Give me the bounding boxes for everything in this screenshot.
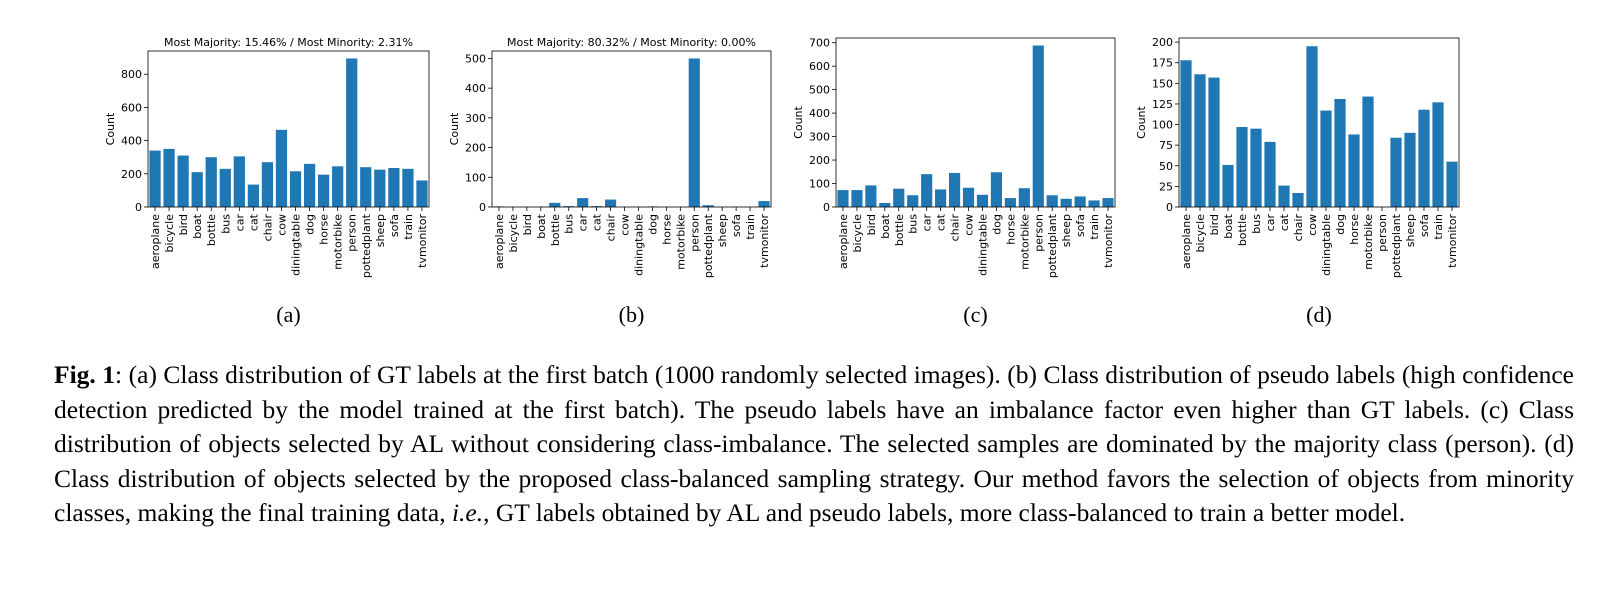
y-tick-label: 400 (121, 134, 142, 148)
bar-sofa (1075, 196, 1086, 207)
chart-title: Most Majority: 15.46% / Most Minority: 2.31% (164, 36, 413, 49)
y-axis-label: Count (1135, 106, 1148, 139)
y-tick-label: 50 (1159, 159, 1173, 173)
y-tick-label: 200 (809, 154, 830, 168)
panel-label: (a) (276, 302, 301, 327)
y-tick-label: 200 (465, 141, 486, 155)
bar-sheep (374, 170, 385, 207)
y-axis-label: Count (448, 112, 461, 146)
bar-car (1264, 142, 1275, 207)
x-tick-label: bird (520, 214, 534, 236)
x-tick-label: diningtable (632, 214, 646, 276)
chart-panel-4 (1135, 36, 1459, 327)
y-tick-label: 125 (1152, 97, 1173, 111)
x-tick-label: pottedplant (702, 214, 716, 279)
y-tick-label: 200 (121, 167, 142, 181)
x-tick-label: chair (261, 214, 275, 242)
x-tick-label: bus (219, 214, 233, 234)
y-tick-label: 75 (1159, 139, 1173, 153)
x-tick-label: sofa (730, 214, 744, 238)
bar-tvmonitor (416, 180, 427, 207)
x-tick-label: person (345, 214, 359, 252)
x-tick-label: motorbike (674, 214, 688, 270)
x-tick-label: bird (864, 214, 878, 236)
bar-tvmonitor (1102, 198, 1113, 207)
x-tick-label: car (920, 214, 934, 232)
x-tick-label: dog (303, 214, 317, 235)
x-tick-label: pottedplant (1390, 214, 1403, 279)
x-tick-label: aeroplane (492, 214, 506, 270)
y-tick-label: 175 (1152, 56, 1173, 70)
bar-bicycle (1194, 74, 1205, 207)
x-tick-label: boat (878, 214, 892, 239)
x-tick-label: sheep (373, 214, 387, 248)
x-tick-label: tvmonitor (415, 214, 429, 268)
y-axis-label: Count (792, 106, 805, 139)
x-tick-label: tvmonitor (1102, 214, 1116, 268)
y-axis-label: Count (104, 112, 117, 146)
x-tick-label: horse (660, 214, 674, 245)
x-tick-label: tvmonitor (1446, 214, 1459, 268)
x-tick-label: boat (534, 214, 548, 239)
y-tick-label: 0 (135, 201, 142, 214)
y-tick-label: 0 (479, 201, 486, 214)
y-tick-label: 400 (465, 82, 486, 96)
x-tick-label: dog (1334, 214, 1347, 235)
chart-panel-3 (792, 37, 1115, 327)
bar-train (1088, 200, 1099, 207)
x-tick-label: person (1032, 214, 1046, 252)
x-tick-label: diningtable (1320, 214, 1333, 276)
caption-text-1: : (a) Class distribution of GT labels at the first batch (1000 randomly selected images). (b) Class distribution of pseudo labels (high confidence detection predicted by the model trained at the first batch). The pseudo labels have an imbalance factor even higher than GT labels. (c) Class distribution of objects selected by AL without considering class-imbalance. The selected samples are dominated by the majority class (person). (d) Class distribution of objects selected by the proposed class-balanced sampling strategy. Our method favors the selection of objects from minority classes, making the final training data, (54, 360, 1574, 527)
figure-caption (54, 358, 1574, 531)
bar-chair (605, 200, 616, 207)
x-tick-label: car (576, 214, 590, 232)
bar-pottedplant (1047, 195, 1058, 207)
bar-horse (1005, 198, 1016, 207)
bar-horse (318, 175, 329, 207)
x-tick-label: car (233, 214, 247, 232)
x-tick-label: bicycle (1194, 214, 1207, 253)
x-tick-label: bottle (892, 214, 906, 247)
bar-train (1432, 102, 1443, 207)
x-tick-label: sofa (1074, 214, 1088, 238)
x-tick-label: cat (934, 214, 948, 232)
x-tick-label: cow (618, 214, 632, 236)
x-tick-label: bicycle (163, 214, 177, 253)
bar-person (346, 58, 357, 207)
bar-tvmonitor (1446, 162, 1457, 207)
x-tick-label: bicycle (850, 214, 864, 253)
x-tick-label: car (1264, 214, 1277, 232)
y-tick-label: 700 (809, 36, 830, 50)
bar-cat (248, 185, 259, 207)
bar-sofa (1418, 110, 1429, 207)
bar-bird (178, 156, 189, 207)
y-tick-label: 200 (1152, 36, 1173, 50)
x-tick-label: cow (275, 214, 289, 236)
x-tick-label: motorbike (331, 214, 345, 270)
x-tick-label: bus (906, 214, 920, 234)
x-tick-label: bus (562, 214, 576, 234)
bar-horse (1348, 134, 1359, 207)
x-tick-label: aeroplane (836, 214, 850, 270)
x-tick-label: sheep (1404, 214, 1417, 248)
chart-title: Most Majority: 80.32% / Most Minority: 0.00% (507, 36, 756, 49)
x-tick-label: cat (247, 214, 261, 232)
panel-label: (b) (618, 302, 645, 327)
x-tick-label: aeroplane (149, 214, 163, 270)
x-tick-label: cow (962, 214, 976, 236)
bar-cow (276, 130, 287, 207)
bar-bus (220, 169, 231, 207)
y-tick-label: 500 (465, 52, 486, 66)
plot-frame (492, 51, 771, 207)
x-tick-label: chair (1292, 214, 1305, 242)
bar-diningtable (290, 171, 301, 207)
x-tick-label: bird (177, 214, 191, 236)
bar-motorbike (1362, 97, 1373, 207)
x-tick-label: horse (317, 214, 331, 245)
y-tick-label: 800 (121, 68, 142, 82)
bar-cow (1306, 46, 1317, 207)
bar-sheep (1404, 133, 1415, 207)
x-tick-label: chair (604, 214, 618, 242)
bar-car (921, 174, 932, 207)
x-tick-label: motorbike (1362, 214, 1375, 270)
plot-frame (836, 38, 1115, 207)
bar-boat (879, 203, 890, 207)
bar-bottle (206, 157, 217, 207)
y-tick-label: 500 (809, 83, 830, 97)
x-tick-label: diningtable (976, 214, 990, 276)
y-tick-label: 600 (809, 60, 830, 74)
y-tick-label: 600 (121, 101, 142, 115)
x-tick-label: aeroplane (1180, 214, 1193, 270)
bar-bottle (893, 189, 904, 207)
x-tick-label: sheep (716, 214, 730, 248)
bar-cat (1278, 186, 1289, 207)
x-tick-label: pottedplant (1046, 214, 1060, 279)
x-tick-label: cat (590, 214, 604, 232)
x-tick-label: sofa (1418, 214, 1431, 238)
y-tick-label: 300 (465, 111, 486, 125)
bar-train (402, 169, 413, 207)
bar-motorbike (1019, 188, 1030, 207)
x-tick-label: bottle (205, 214, 219, 247)
bar-chair (262, 162, 273, 207)
x-tick-label: sheep (1060, 214, 1074, 248)
bar-dog (991, 172, 1002, 207)
x-tick-label: train (744, 214, 758, 240)
bar-sheep (1061, 199, 1072, 207)
bar-person (1033, 46, 1044, 207)
bar-pottedplant (360, 167, 371, 207)
x-tick-label: bicycle (506, 214, 520, 253)
x-tick-label: diningtable (289, 214, 303, 276)
bar-chair (949, 173, 960, 207)
x-tick-label: sofa (387, 214, 401, 238)
bar-sofa (388, 168, 399, 207)
bar-boat (1222, 165, 1233, 207)
x-tick-label: cow (1306, 214, 1319, 236)
bar-aeroplane (1180, 60, 1191, 207)
bar-boat (192, 172, 203, 207)
bar-cat (935, 189, 946, 207)
bar-tvmonitor (758, 201, 769, 207)
bar-diningtable (977, 195, 988, 207)
x-tick-label: bus (1250, 214, 1263, 234)
bar-chair (1292, 193, 1303, 207)
bar-bicycle (163, 149, 174, 207)
bar-diningtable (1320, 111, 1331, 207)
bar-cow (963, 188, 974, 207)
bar-bird (1208, 78, 1219, 207)
x-tick-label: train (401, 214, 415, 240)
y-tick-label: 100 (465, 171, 486, 185)
bar-dog (1334, 99, 1345, 207)
x-tick-label: chair (948, 214, 962, 242)
panel-label: (d) (1306, 302, 1332, 327)
x-tick-label: dog (646, 214, 660, 235)
caption-lead: Fig. 1 (54, 360, 116, 389)
caption-text-2: , GT labels obtained by AL and pseudo labels, more class-balanced to train a better model. (483, 498, 1406, 527)
y-tick-label: 150 (1152, 77, 1173, 91)
x-tick-label: pottedplant (359, 214, 373, 279)
x-tick-label: train (1432, 214, 1445, 240)
x-tick-label: person (688, 214, 702, 252)
caption-italic: i.e. (451, 498, 484, 527)
bar-dog (304, 164, 315, 207)
x-tick-label: dog (990, 214, 1004, 235)
x-tick-label: motorbike (1018, 214, 1032, 270)
y-tick-label: 100 (809, 177, 830, 191)
panel-label: (c) (963, 302, 988, 327)
x-tick-label: boat (191, 214, 205, 239)
y-tick-label: 100 (1152, 118, 1173, 132)
y-tick-label: 0 (823, 201, 830, 214)
bar-bird (865, 185, 876, 207)
bar-car (577, 198, 588, 207)
x-tick-label: boat (1222, 214, 1235, 239)
bar-bus (907, 195, 918, 207)
y-tick-label: 300 (809, 130, 830, 144)
y-tick-label: 0 (1166, 201, 1173, 214)
y-tick-label: 400 (809, 107, 830, 121)
x-tick-label: cat (1278, 214, 1291, 232)
x-tick-label: person (1376, 214, 1389, 252)
bar-pottedplant (1390, 138, 1401, 207)
bar-bicycle (851, 190, 862, 207)
bar-bottle (549, 203, 560, 207)
x-tick-label: bottle (1236, 214, 1249, 247)
x-tick-label: bird (1208, 214, 1221, 236)
bar-aeroplane (837, 190, 848, 207)
x-tick-label: train (1088, 214, 1102, 240)
bar-bus (1250, 129, 1261, 207)
plot-frame (1179, 38, 1459, 207)
bar-bottle (1236, 127, 1247, 207)
bar-person (689, 58, 700, 207)
x-tick-label: tvmonitor (758, 214, 772, 268)
x-tick-label: horse (1348, 214, 1361, 245)
bar-car (234, 156, 245, 207)
bar-aeroplane (149, 151, 160, 207)
plot-frame (148, 51, 429, 207)
chart-panel-2 (448, 36, 771, 327)
bar-motorbike (332, 166, 343, 207)
chart-panel-1 (104, 36, 429, 327)
x-tick-label: bottle (548, 214, 562, 247)
x-tick-label: horse (1004, 214, 1018, 245)
y-tick-label: 25 (1159, 180, 1173, 194)
